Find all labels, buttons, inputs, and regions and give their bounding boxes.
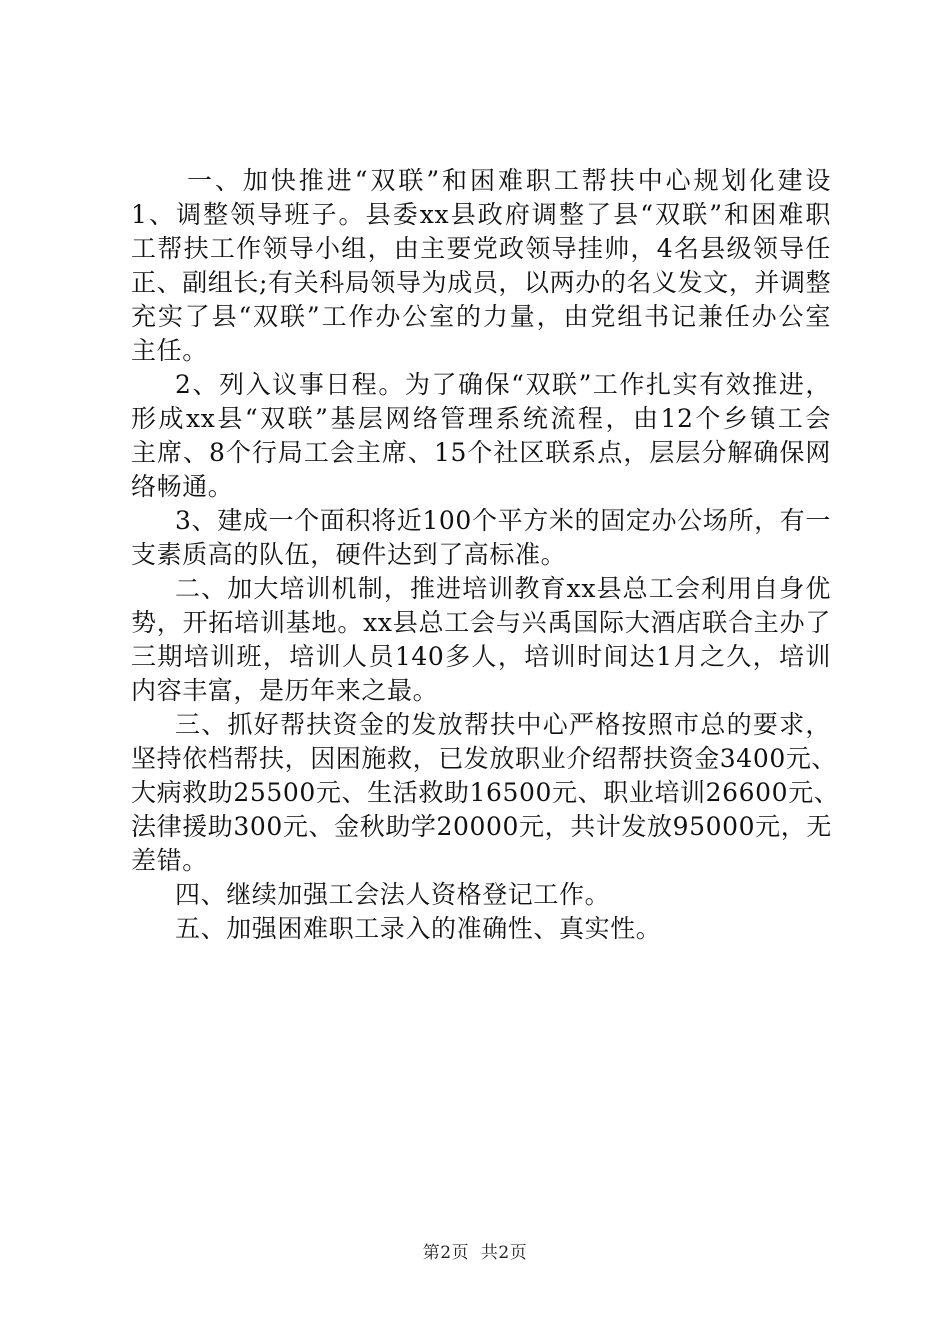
text-line: 大病救助25500元、生活救助16500元、职业培训26600元、 — [131, 778, 840, 807]
text-line: 主席、8个行局工会主席、15个社区联系点，层层分解确保网 — [131, 438, 831, 467]
text-line: 内容丰富，是历年来之最。 — [131, 676, 439, 705]
text-line: 五、加强困难职工录入的准确性、真实性。 — [175, 914, 662, 943]
text-line: 工帮扶工作领导小组，由主要党政领导挂帅，4名县级领导任 — [131, 234, 831, 263]
page-footer — [0, 1238, 950, 1263]
document-body — [131, 164, 840, 946]
text-line: 势，开拓培训基地。xx县总工会与兴禹国际大酒店联合主办了 — [131, 608, 831, 637]
text-line: 主任。 — [131, 336, 208, 365]
text-line: 1、调整领导班子。县委xx县政府调整了县“双联”和困难职 — [131, 200, 831, 229]
text-line: 络畅通。 — [131, 472, 234, 501]
page-number-label: 第2页 共2页 — [422, 1243, 528, 1263]
text-line: 充实了县“双联”工作办公室的力量，由党组书记兼任办公室 — [131, 302, 831, 331]
text-line: 四、继续加强工会法人资格登记工作。 — [175, 880, 611, 909]
text-line: 坚持依档帮扶，因困施救，已发放职业介绍帮扶资金3400元、 — [131, 744, 838, 773]
text-line: 二、加大培训机制，推进培训教育xx县总工会利用自身优 — [175, 574, 831, 603]
text-line: 一、加快推进“双联”和困难职工帮扶中心规划化建设 — [187, 166, 831, 195]
text-line: 正、副组长;有关科局领导为成员，以两办的名义发文，并调整 — [131, 268, 832, 297]
text-line: 差错。 — [131, 846, 208, 875]
text-line: 3、建成一个面积将近100个平方米的固定办公场所，有一 — [175, 506, 831, 535]
text-line: 法律援助300元、金秋助学20000元，共计发放95000元，无 — [131, 812, 832, 841]
text-line: 支素质高的队伍，硬件达到了高标准。 — [131, 540, 567, 569]
text-line: 形成xx县“双联”基层网络管理系统流程，由12个乡镇工会 — [131, 404, 831, 433]
text-line: 2、列入议事日程。为了确保“双联”工作扎实有效推进， — [175, 370, 831, 399]
text-line: 三、抓好帮扶资金的发放帮扶中心严格按照市总的要求， — [175, 710, 831, 739]
text-line: 三期培训班，培训人员140多人，培训时间达1月之久，培训 — [131, 642, 831, 671]
